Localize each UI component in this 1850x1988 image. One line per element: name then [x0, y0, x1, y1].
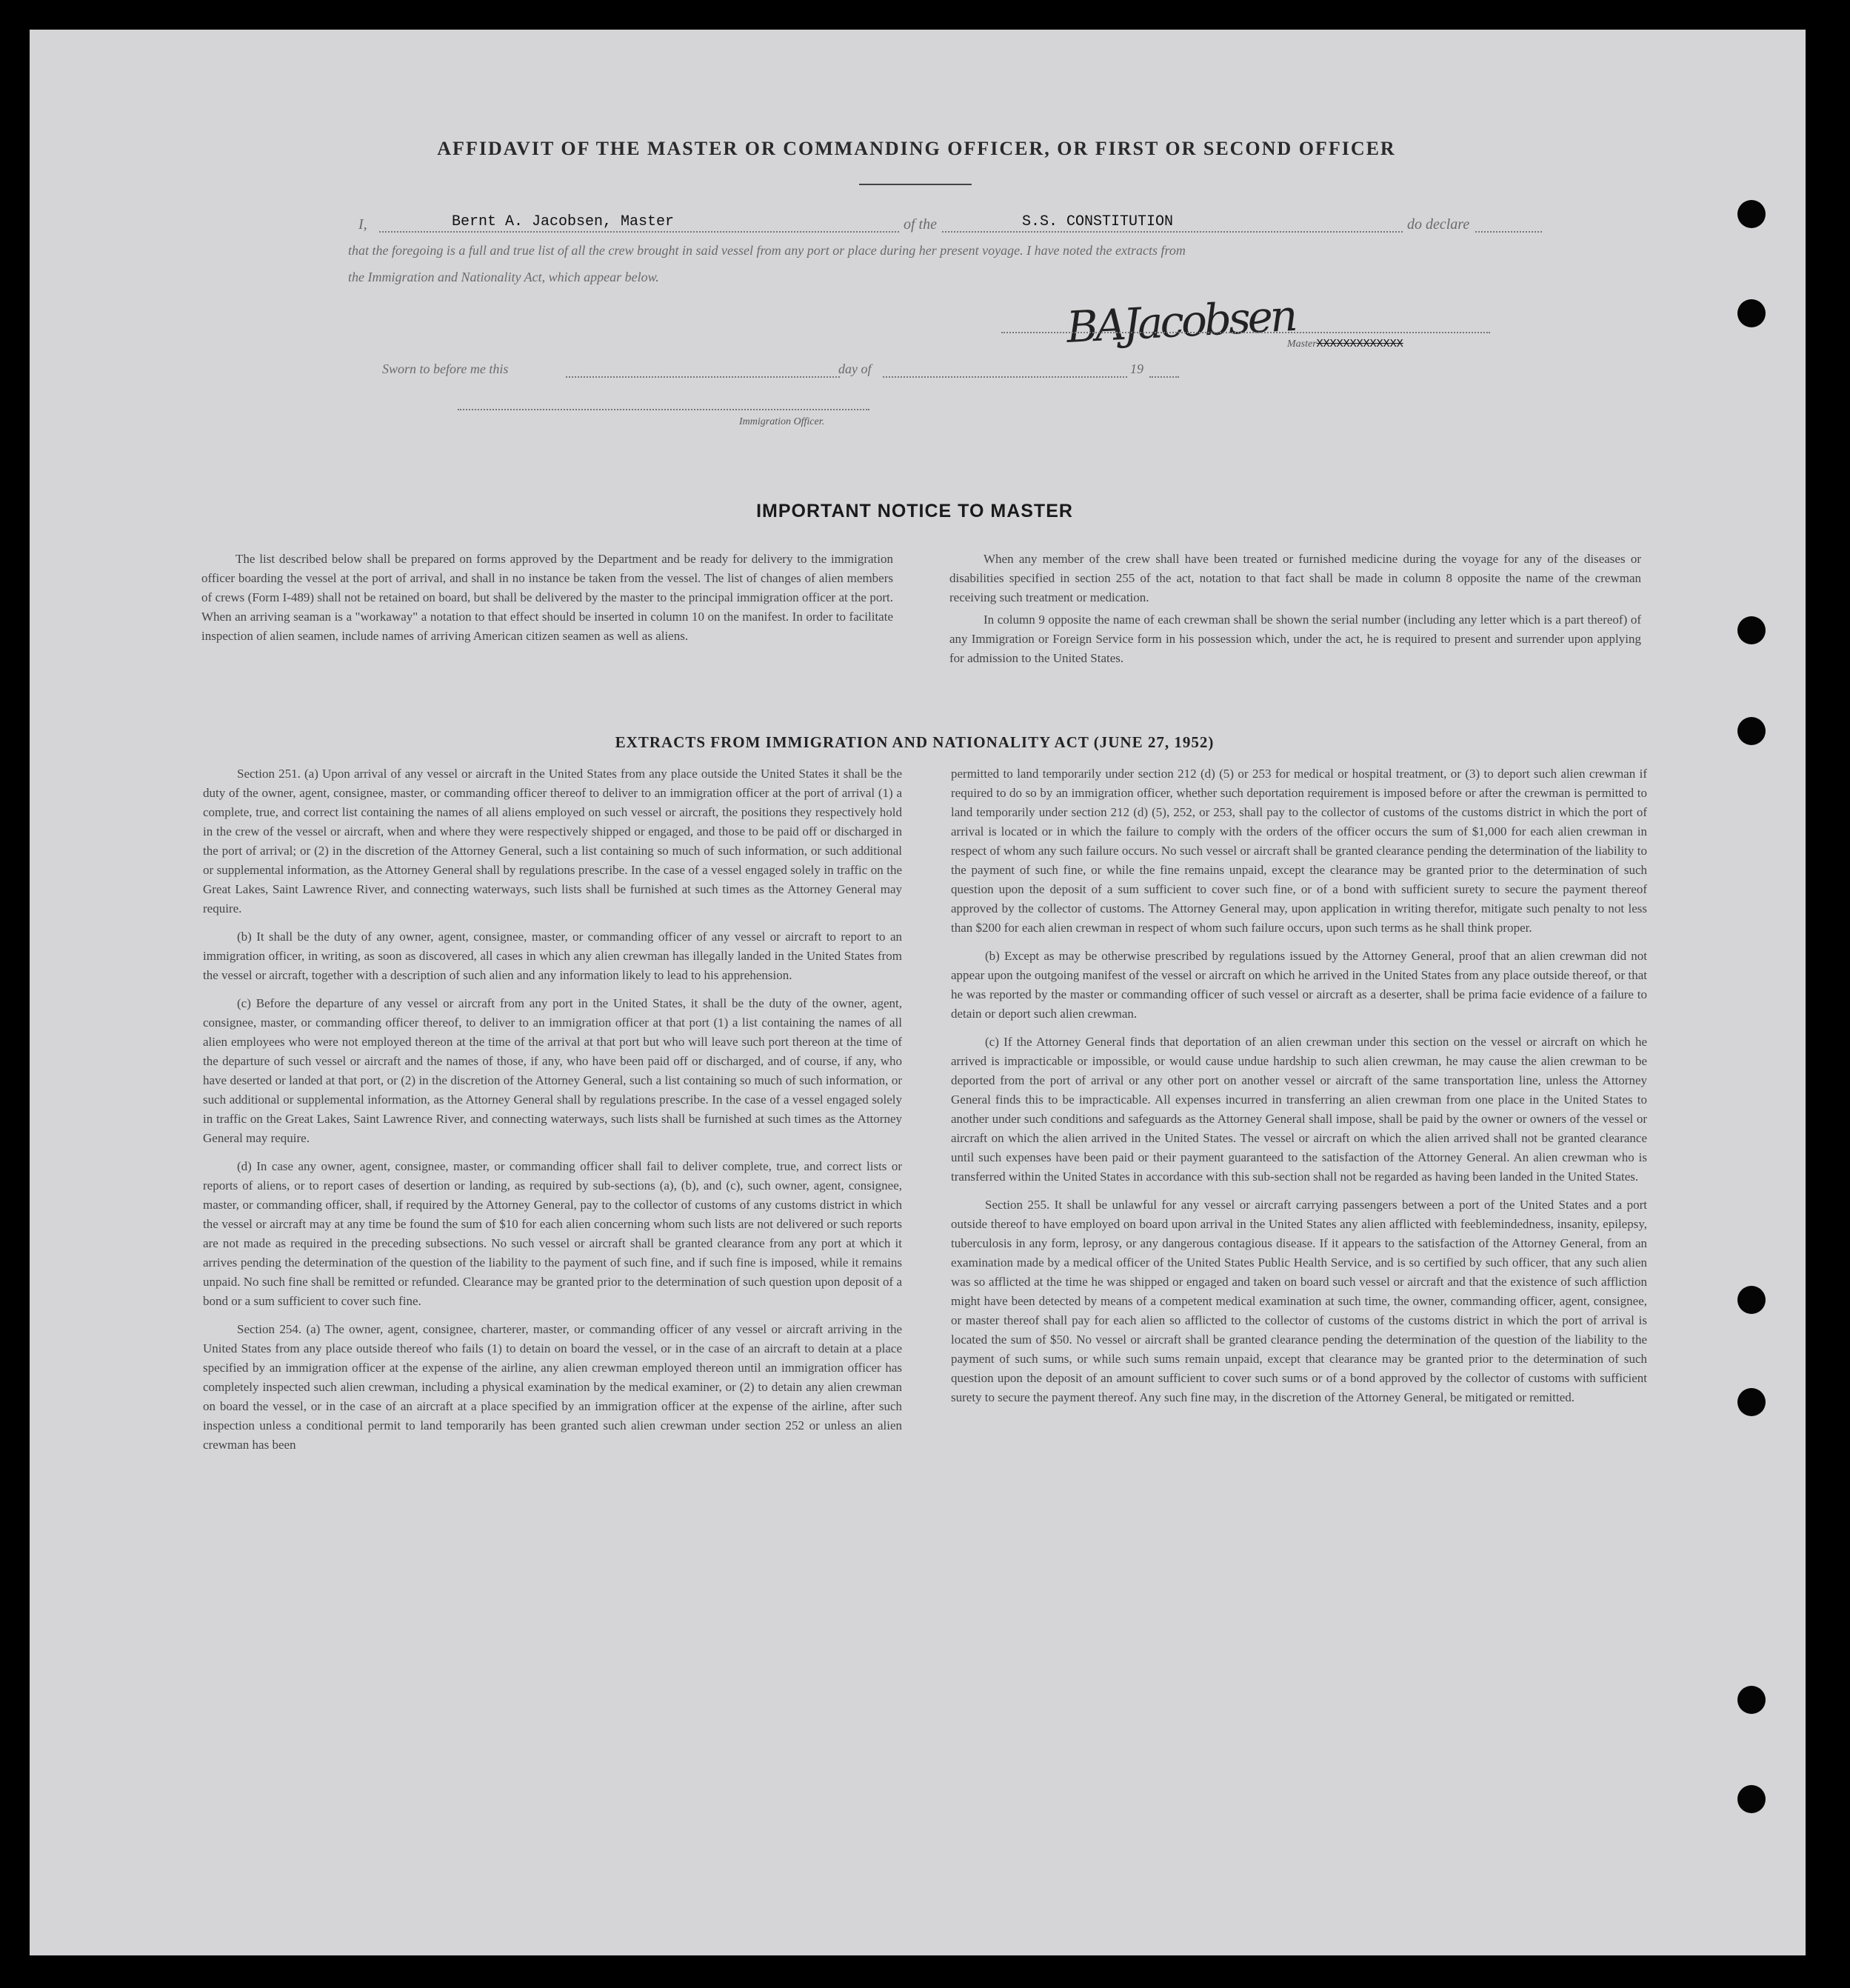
- year-line: [1149, 376, 1179, 378]
- notice-right-column: [949, 550, 1641, 677]
- master-signature: BAJacobsen: [1065, 290, 1296, 353]
- immigration-officer-label: Immigration Officer.: [739, 416, 825, 427]
- extracts-title: EXTRACTS FROM IMMIGRATION AND NATIONALITY ACT (JUNE 27, 1952): [615, 733, 1215, 751]
- affidavit-title: AFFIDAVIT OF THE MASTER OR COMMANDING OFFICER, OR FIRST OR SECOND OFFICER: [437, 138, 1396, 159]
- year-prefix: 19: [1130, 361, 1143, 376]
- master-label: Master: [1287, 338, 1317, 350]
- fill-line: [379, 231, 1542, 233]
- punch-hole: [1737, 299, 1766, 327]
- of-the-label: of the: [899, 216, 941, 233]
- declaration-line: [358, 213, 1492, 236]
- paragraph: (d) In case any owner, agent, consignee, master, or commanding officer shall fail to deliver complete, true, and correct lists or reports of aliens, or to report cases of desertion or landing, as required by sub-sections (a), (b), and (c), such owner, agent, consignee, master, or commanding officer, shall, if required by the Attorney General, pay to the collector of customs of any customs district in which the vessel or aircraft may at any time be found the sum of $10 for each alien concerning whom such lists are not delivered or such reports are not made as required in the preceding subsections. No such vessel or aircraft shall be granted clearance from any port at which it arrives pending the determination of the question of the liability to the payment of such fine, and if such fine is imposed, while it remains unpaid. No such fine shall be remitted or refunded. Clearance may be granted prior to the determination of such question upon deposit of a bond or a sum sufficient to cover such fine.: [203, 1159, 902, 1308]
- officer-signature-line: [458, 409, 869, 410]
- master-title-line: [1287, 338, 1403, 350]
- paragraph: In column 9 opposite the name of each crewman shall be shown the serial number (including any letter which is a part thereof) of any Immigration or Foreign Service form in his possession which, under the act, he is required to present and surrender upon applying for admission to the United States.: [949, 613, 1641, 665]
- paragraph: Section 251. (a) Upon arrival of any vessel or aircraft in the United States from any place outside the United States it shall be the duty of the owner, agent, consignee, master, or commanding officer thereof to deliver to an immigration officer at the port of arrival (1) a complete, true, and correct list containing the names of all aliens employed on such vessel or aircraft, the positions they respectively hold in the crew of the vessel or aircraft, when and where they were respectively shipped or engaged, and those to be paid off or discharged in the port of arrival; or (2) in the discretion of the Attorney General, such a list containing so much of such information, or such additional or supplemental information, as the Attorney General shall by regulations prescribe. In the case of a vessel engaged solely in traffic on the Great Lakes, Saint Lawrence River, and connecting waterways, such lists shall be furnished at such times as the Attorney General may require.: [203, 767, 902, 915]
- punch-hole: [1737, 1286, 1766, 1314]
- sworn-label: Sworn to before me this: [382, 361, 509, 376]
- statement-line-1: that the foregoing is a full and true list of all the crew brought in said vessel from any port or place during her present voyage. I have noted the extracts from: [348, 243, 1186, 258]
- master-name-field: Bernt A. Jacobsen, Master: [452, 213, 675, 230]
- punch-hole: [1737, 616, 1766, 644]
- sworn-day-line: [566, 376, 840, 378]
- day-of-label: day of: [838, 361, 872, 376]
- vessel-field: S.S. CONSTITUTION: [1022, 213, 1174, 230]
- paragraph: Section 255. It shall be unlawful for any vessel or aircraft carrying passengers between a port of the United States and a port outside thereof to have employed on board upon arrival in the United States any alien afflicted with feeblemindedness, insanity, epilepsy, tuberculosis in any form, leprosy, or any dangerous contagious disease. If it appears to the satisfaction of the Attorney General, from an examination made by a medical officer of the United States Public Health Service, and is so certified by such officer, that any such alien was so afflicted at the time he was shipped or engaged and taken on board such vessel or aircraft and that the existence of such affliction might have been detected by means of a competent medical examination at such time, the owner, commanding officer, agent, consignee, or master thereof shall pay for each alien so afflicted to the collector of customs of the customs district in which the port of arrival is located the sum of $50. No vessel or aircraft shall be granted clearance pending the determination of the question of the liability to the payment of such sums, or while such sums remain unpaid, except that clearance may be granted prior to the determination of such question upon the deposit of an amount sufficient to cover such sums or of a bond approved by the collector of customs with sufficient surety to secure the payment thereof. Any such fine may, in the discretion of the Attorney General, be mitigated or remitted.: [951, 1198, 1647, 1404]
- punch-hole: [1737, 1785, 1766, 1813]
- i-label: I,: [358, 216, 367, 233]
- paragraph: (c) Before the departure of any vessel or aircraft from any port in the United States, it shall be the duty of the owner, agent, consignee, master, or commanding officer thereof, to deliver to an immigration officer at that port (1) a list containing the names of all alien employees who were not employed thereon at the time of the arrival at that port but who will leave such port thereon at the time of the departure of such vessel or aircraft and the names of those, if any, who have been paid off or discharged, and of course, if any, who have deserted or landed at that port, or (2) in the discretion of the Attorney General, such a list containing so much of such information, or such additional or supplemental information, as the Attorney General shall by regulations prescribe. In the case of a vessel engaged solely in traffic on the Great Lakes, Saint Lawrence River, and connecting waterways, such lists shall be furnished at such times as the Attorney General may require.: [203, 996, 902, 1145]
- do-declare-label: do declare: [1403, 216, 1474, 233]
- paragraph: permitted to land temporarily under section 212 (d) (5) or 253 for medical or hospital treatment, or (3) to deport such alien crewman if required to do so by an immigration officer, whether such deportation requirement is imposed before or after the crewman is permitted to land temporarily under section 212 (d) (5), 252, or 253, shall pay to the collector of customs of the customs district in which the port of arrival is located or in which the failure to comply with the orders of the officer occurs the sum of $1,000 for each alien crewman in respect of whom any such failure occurs. No such vessel or aircraft shall be granted clearance pending the determination of the liability to the payment of such fine, or while the fine remains unpaid, except the clearance may be granted prior to the determination of such question upon the deposit of a sum sufficient to cover such fine, or of a bond with sufficient surety to secure the payment thereof approved by the collector of customs. The Attorney General may, upon application in writing therefor, mitigate such penalty to not less than $200 for each alien crewman in respect of whom such failure occurs, upon such terms as he shall think proper.: [951, 767, 1647, 935]
- paragraph: When any member of the crew shall have been treated or furnished medicine during the voyage for any of the diseases or disabilities specified in section 255 of the act, notation to that fact shall be made in column 8 opposite the name of the crewman receiving such treatment or medication.: [949, 552, 1641, 604]
- paragraph: The list described below shall be prepared on forms approved by the Department and be ready for delivery to the immigration officer boarding the vessel at the port of arrival, and shall in no instance be taken from the vessel. The list of changes of alien members of crews (Form I-489) shall not be retained on board, but shall be delivered by the master to the principal immigration officer at the port. When an arriving seaman is a "workaway" a notation to that effect should be inserted in column 10 on the manifest. In order to facilitate inspection of alien seamen, include names of arriving American citizen seamen as well as aliens.: [201, 552, 893, 643]
- paragraph: (b) It shall be the duty of any owner, agent, consignee, master, or commanding officer of any vessel or aircraft to report to an immigration officer, in writing, as soon as discovered, all cases in which any alien crewman has illegally landed in the United States from the vessel or aircraft, together with a description of such alien and any information likely to lead to his apprehension.: [203, 930, 902, 982]
- paragraph: (b) Except as may be otherwise prescribed by regulations issued by the Attorney General, proof that an alien crewman did not appear upon the outgoing manifest of the vessel or aircraft on which he arrived in the United States from any place outside thereof, or that he was reported by the master or commanding officer of such vessel or aircraft as a deserter, shall be prima facie evidence of a failure to detain or deport such alien crewman.: [951, 949, 1647, 1021]
- sworn-line: [382, 361, 1182, 384]
- signature-line: [1001, 332, 1490, 333]
- notice-left-column: [201, 550, 893, 655]
- struck-text: XXXXXXXXXXXXX: [1316, 338, 1403, 350]
- notice-title: IMPORTANT NOTICE TO MASTER: [756, 501, 1073, 521]
- punch-hole: [1737, 200, 1766, 228]
- extracts-right-column: [951, 764, 1647, 1416]
- sworn-month-line: [883, 376, 1127, 378]
- punch-hole: [1737, 1388, 1766, 1416]
- punch-hole: [1737, 1686, 1766, 1714]
- paragraph: (c) If the Attorney General finds that deportation of an alien crewman under this section on the vessel or aircraft on which he arrived is impracticable or impossible, or would cause undue hardship to such alien crewman, he may cause the alien crewman to be deported from the port of arrival or any other port on another vessel or aircraft of the same transportation line, unless the Attorney General finds this to be impracticable. All expenses incurred in transferring an alien crewman from one place in the United States to another under such conditions and safeguards as the Attorney General shall impose, shall be paid by the owner or owners of the vessel or aircraft on which the alien arrived in the United States. The vessel or aircraft on which the alien arrived shall not be granted clearance until such expenses have been paid or their payment guaranteed to the satisfaction of the Attorney General. An alien crewman who is transferred within the United States in accordance with this sub-section shall not be regarded as having been landed in the United States.: [951, 1035, 1647, 1184]
- paragraph: Section 254. (a) The owner, agent, consignee, charterer, master, or commanding officer of any vessel or aircraft arriving in the United States from any place outside thereof who fails (1) to detain on board the vessel, or in the case of an aircraft to detain at a place specified by an immigration officer at the expense of the airline, any alien crewman employed thereon until an immigration officer has completely inspected such alien crewman, including a physical examination by the medical examiner, or (2) to detain any alien crewman on board the vessel, or in the case of an aircraft at a place specified by an immigration officer at the expense of the airline, after such inspection unless a conditional permit to land temporarily has been granted such alien crewman under section 252 or unless an alien crewman has been: [203, 1322, 902, 1452]
- title-rule: [859, 184, 972, 185]
- statement-line-2: the Immigration and Nationality Act, which appear below.: [348, 270, 659, 284]
- extracts-left-column: [203, 764, 902, 1464]
